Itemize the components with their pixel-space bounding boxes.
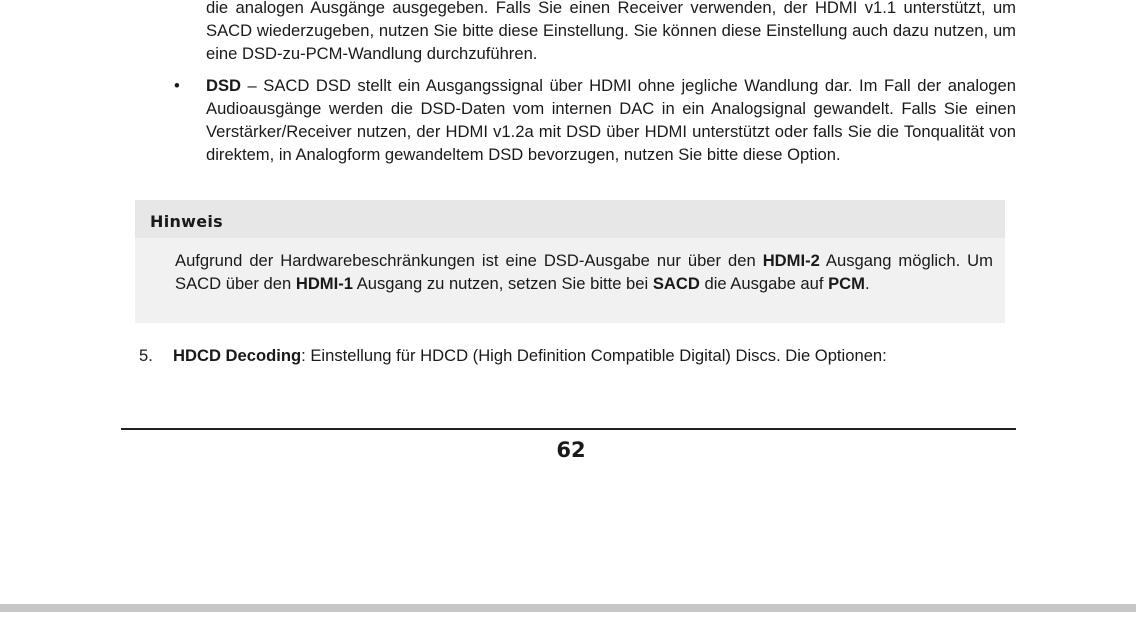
bottom-scroll-bar	[0, 604, 1136, 612]
page-number: 62	[556, 438, 586, 462]
note-text-part: .	[864, 274, 870, 293]
list-item-hdcd	[173, 344, 1013, 367]
note-header	[135, 200, 1005, 238]
dsd-term: DSD	[206, 76, 242, 95]
note-text-part: Ausgang möglich. Um SACD über den	[175, 251, 993, 293]
note-text	[175, 249, 993, 295]
note-text-part: Aufgrund der Hardwarebeschränkungen ist eine DSD-Ausgabe nur über den	[175, 251, 763, 270]
dsd-description: – SACD DSD stellt ein Ausgangssignal über HDMI ohne jegliche Wandlung dar. Im Fall der analogen Audioausgänge werden die DSD-Daten vom internen DAC in ein Analogsignal gewandelt. Falls Sie einen Verstärker/Receiver nutzen, der HDMI v1.2a mit DSD über HDMI unterstützt oder falls Sie die Tonqualität von direktem, in Analogform gewandeltem DSD bevorzugen, nutzen Sie bitte diese Option.	[206, 76, 1016, 164]
note-title: Hinweis	[150, 212, 224, 231]
note-bold-hdmi1: HDMI-1	[295, 274, 353, 293]
list-item-number: 5.	[139, 346, 153, 365]
note-text-part: Ausgang zu nutzen, setzen Sie bitte bei	[353, 274, 653, 293]
note-text-part: die Ausgabe auf	[699, 274, 829, 293]
note-bold-sacd: SACD	[652, 274, 700, 293]
paragraph-pcm-continuation: die analogen Ausgänge ausgegeben. Falls Sie einen Receiver verwenden, der HDMI v1.1 unterstützt, um SACD wiederzugeben, nutzen Sie bitte diese Einstellung. Sie können diese Einstellung auch dazu nutzen, um eine DSD-zu-PCM-Wandlung durchzuführen.	[206, 0, 1016, 63]
hdcd-term: HDCD Decoding	[173, 346, 302, 365]
paragraph-dsd-option	[206, 74, 1016, 166]
bullet-marker: •	[174, 76, 180, 95]
note-bold-pcm: PCM	[828, 274, 865, 293]
note-bold-hdmi2: HDMI-2	[762, 251, 820, 270]
hdcd-description: : Einstellung für HDCD (High Definition Compatible Digital) Discs. Die Optionen:	[301, 346, 887, 365]
footer-rule	[121, 428, 1016, 430]
